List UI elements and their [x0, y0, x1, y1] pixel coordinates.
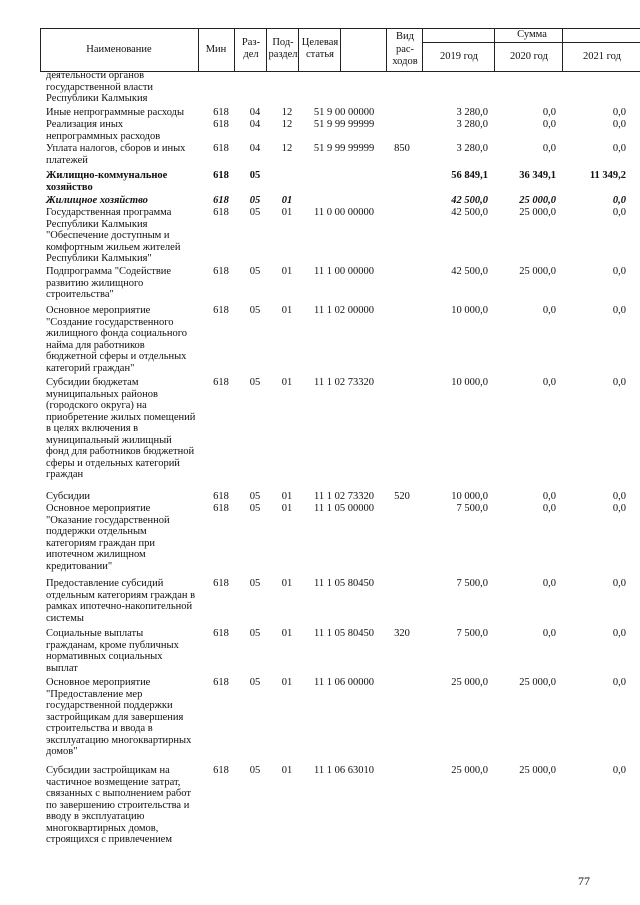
cell-y20: 36 349,1	[519, 170, 556, 181]
cell-cel: 11 0 00 00000	[314, 207, 374, 218]
header-2020: 2020 год	[510, 51, 548, 62]
cell-name: Субсидии бюджетам муниципальных районов (городского округа) на приобретение жилых помещений в целях включения в муниципальный жилищный фонд для работников бюджетной сферы и отдельных категорий граждан	[46, 377, 196, 480]
cell-raz: 05	[249, 491, 261, 502]
cell-y20: 0,0	[542, 119, 556, 130]
cell-y21: 0,0	[612, 503, 626, 514]
cell-pod: 01	[281, 266, 293, 277]
cell-y19: 42 500,0	[451, 266, 488, 277]
cell-y21: 0,0	[612, 266, 626, 277]
cell-y19: 42 500,0	[451, 207, 488, 218]
cell-y21: 0,0	[612, 765, 626, 776]
cell-raz: 05	[249, 266, 261, 277]
cell-cel: 11 1 02 00000	[314, 305, 374, 316]
cell-y21: 0,0	[612, 195, 626, 206]
cell-name: Иные непрограммные расходы	[46, 107, 185, 118]
cell-y21: 0,0	[612, 628, 626, 639]
cell-y21: 11 349,2	[589, 170, 626, 181]
cell-y20: 25 000,0	[519, 765, 556, 776]
cell-y20: 25 000,0	[519, 677, 556, 688]
cell-y21: 0,0	[612, 107, 626, 118]
cell-cel: 11 1 00 00000	[314, 266, 374, 277]
cell-min: 618	[213, 170, 229, 181]
cell-raz: 05	[249, 503, 261, 514]
header-2021: 2021 год	[583, 51, 621, 62]
cell-pod: 01	[281, 305, 293, 316]
cell-cel: 51 9 99 99999	[313, 143, 375, 154]
cell-y19: 3 280,0	[456, 107, 488, 118]
cell-raz: 05	[249, 578, 261, 589]
cell-raz: 05	[249, 628, 261, 639]
cell-pod: 01	[281, 195, 293, 206]
cell-pod: 01	[281, 765, 293, 776]
cell-y20: 25 000,0	[519, 266, 556, 277]
cell-cel: 11 1 06 63010	[314, 765, 374, 776]
cell-pod: 01	[281, 207, 293, 218]
cell-name: Субсидии	[46, 491, 91, 502]
cell-name: Основное мероприятие "Создание государственного жилищного фонда социального найма для работников бюджетной сферы и отдельных категорий граждан"	[46, 305, 188, 374]
cell-y19: 7 500,0	[456, 628, 488, 639]
cell-y21: 0,0	[612, 377, 626, 388]
cell-y21: 0,0	[612, 677, 626, 688]
cell-vid: 320	[394, 628, 410, 639]
cell-y21: 0,0	[612, 578, 626, 589]
cell-y21: 0,0	[612, 491, 626, 502]
cell-raz: 05	[249, 677, 261, 688]
cell-y20: 0,0	[542, 107, 556, 118]
cell-y20: 25 000,0	[519, 195, 556, 206]
cell-y19: 56 849,1	[451, 170, 488, 181]
header-summa: Сумма	[517, 29, 547, 40]
cell-name: Основное мероприятие "Предоставление мер государственной поддержки застройщикам для завершения строительства и ввода в эксплуатацию многоквартирных домов"	[46, 677, 192, 757]
cell-y19: 3 280,0	[456, 119, 488, 130]
header-2019: 2019 год	[440, 51, 478, 62]
cell-min: 618	[213, 491, 229, 502]
cell-vid: 520	[394, 491, 410, 502]
cell-raz: 05	[249, 765, 261, 776]
cell-name: Жилищно-коммунальное хозяйство	[46, 170, 168, 193]
cell-cel: 51 9 99 99999	[313, 119, 375, 130]
cell-min: 618	[213, 677, 229, 688]
cell-y21: 0,0	[612, 119, 626, 130]
cell-name: деятельности органов государственной власти Республики Калмыкия	[46, 70, 154, 104]
header-podrazdel: Под- раздел	[268, 37, 298, 60]
cell-min: 618	[213, 266, 229, 277]
cell-y19: 42 500,0	[451, 195, 488, 206]
cell-y19: 3 280,0	[456, 143, 488, 154]
cell-y20: 0,0	[542, 628, 556, 639]
cell-raz: 04	[249, 107, 261, 118]
cell-pod: 01	[281, 677, 293, 688]
cell-y21: 0,0	[612, 207, 626, 218]
cell-raz: 04	[249, 119, 261, 130]
cell-cel: 11 1 06 00000	[314, 677, 374, 688]
cell-y20: 0,0	[542, 491, 556, 502]
cell-y19: 10 000,0	[451, 491, 488, 502]
cell-cel: 11 1 02 73320	[314, 491, 374, 502]
cell-y19: 7 500,0	[456, 503, 488, 514]
cell-name: Основное мероприятие "Оказание государственной поддержки отдельным категориям граждан при ипотечном жилищном кредитовании"	[46, 503, 170, 572]
header-min: Мин	[205, 44, 227, 55]
cell-y20: 0,0	[542, 377, 556, 388]
cell-pod: 01	[281, 628, 293, 639]
cell-cel: 11 1 05 80450	[314, 628, 374, 639]
cell-cel: 11 1 05 00000	[314, 503, 374, 514]
cell-min: 618	[213, 305, 229, 316]
cell-min: 618	[213, 119, 229, 130]
cell-y19: 7 500,0	[456, 578, 488, 589]
cell-y20: 0,0	[542, 503, 556, 514]
cell-y20: 0,0	[542, 143, 556, 154]
cell-cel: 11 1 05 80450	[314, 578, 374, 589]
cell-y19: 10 000,0	[451, 377, 488, 388]
cell-y20: 25 000,0	[519, 207, 556, 218]
cell-pod: 12	[281, 107, 293, 118]
cell-pod: 12	[281, 143, 293, 154]
cell-min: 618	[213, 765, 229, 776]
cell-raz: 04	[249, 143, 261, 154]
cell-cel: 11 1 02 73320	[314, 377, 374, 388]
cell-raz: 05	[249, 207, 261, 218]
header-razdel: Раз- дел	[241, 37, 261, 60]
table-header	[40, 28, 640, 72]
cell-y20: 0,0	[542, 305, 556, 316]
cell-y21: 0,0	[612, 143, 626, 154]
cell-min: 618	[213, 195, 229, 206]
cell-min: 618	[213, 107, 229, 118]
cell-name: Субсидии застройщикам на частичное возмещение затрат, связанных с выполнением работ по завершению строительства и вводу в эксплуатацию многоквартирных домов, строящихся с привлечением	[46, 765, 191, 845]
cell-y19: 25 000,0	[451, 765, 488, 776]
cell-pod: 01	[281, 491, 293, 502]
cell-raz: 05	[249, 377, 261, 388]
cell-name: Реализация иных непрограммных расходов	[46, 119, 161, 142]
page-number: 77	[578, 874, 590, 888]
cell-y19: 25 000,0	[451, 677, 488, 688]
cell-min: 618	[213, 143, 229, 154]
cell-pod: 01	[281, 503, 293, 514]
header-name: Наименование	[86, 44, 152, 55]
cell-min: 618	[213, 207, 229, 218]
cell-pod: 01	[281, 578, 293, 589]
cell-pod: 12	[281, 119, 293, 130]
cell-min: 618	[213, 578, 229, 589]
cell-pod: 01	[281, 377, 293, 388]
cell-y20: 0,0	[542, 578, 556, 589]
cell-min: 618	[213, 503, 229, 514]
cell-vid: 850	[394, 143, 410, 154]
cell-name: Социальные выплаты гражданам, кроме публичных нормативных социальных выплат	[46, 628, 179, 674]
cell-y21: 0,0	[612, 305, 626, 316]
cell-min: 618	[213, 377, 229, 388]
cell-name: Жилищное хозяйство	[46, 195, 148, 206]
cell-raz: 05	[249, 305, 261, 316]
cell-y19: 10 000,0	[451, 305, 488, 316]
cell-name: Уплата налогов, сборов и иных платежей	[46, 143, 186, 166]
cell-min: 618	[213, 628, 229, 639]
cell-raz: 05	[249, 170, 261, 181]
cell-name: Предоставление субсидий отдельным категориям граждан в рамках ипотечно-накопительной системы	[46, 578, 196, 624]
cell-name: Государственная программа Республики Калмыкия "Обеспечение доступным и комфортным жильем жителей Республики Калмыкия"	[46, 207, 181, 264]
header-vid: Вид рас- ходов	[392, 31, 418, 67]
header-celevaya: Целевая статья	[301, 37, 339, 60]
cell-name: Подпрограмма "Содействие развитию жилищного строительства"	[46, 266, 172, 300]
cell-raz: 05	[249, 195, 261, 206]
cell-cel: 51 9 00 00000	[313, 107, 375, 118]
